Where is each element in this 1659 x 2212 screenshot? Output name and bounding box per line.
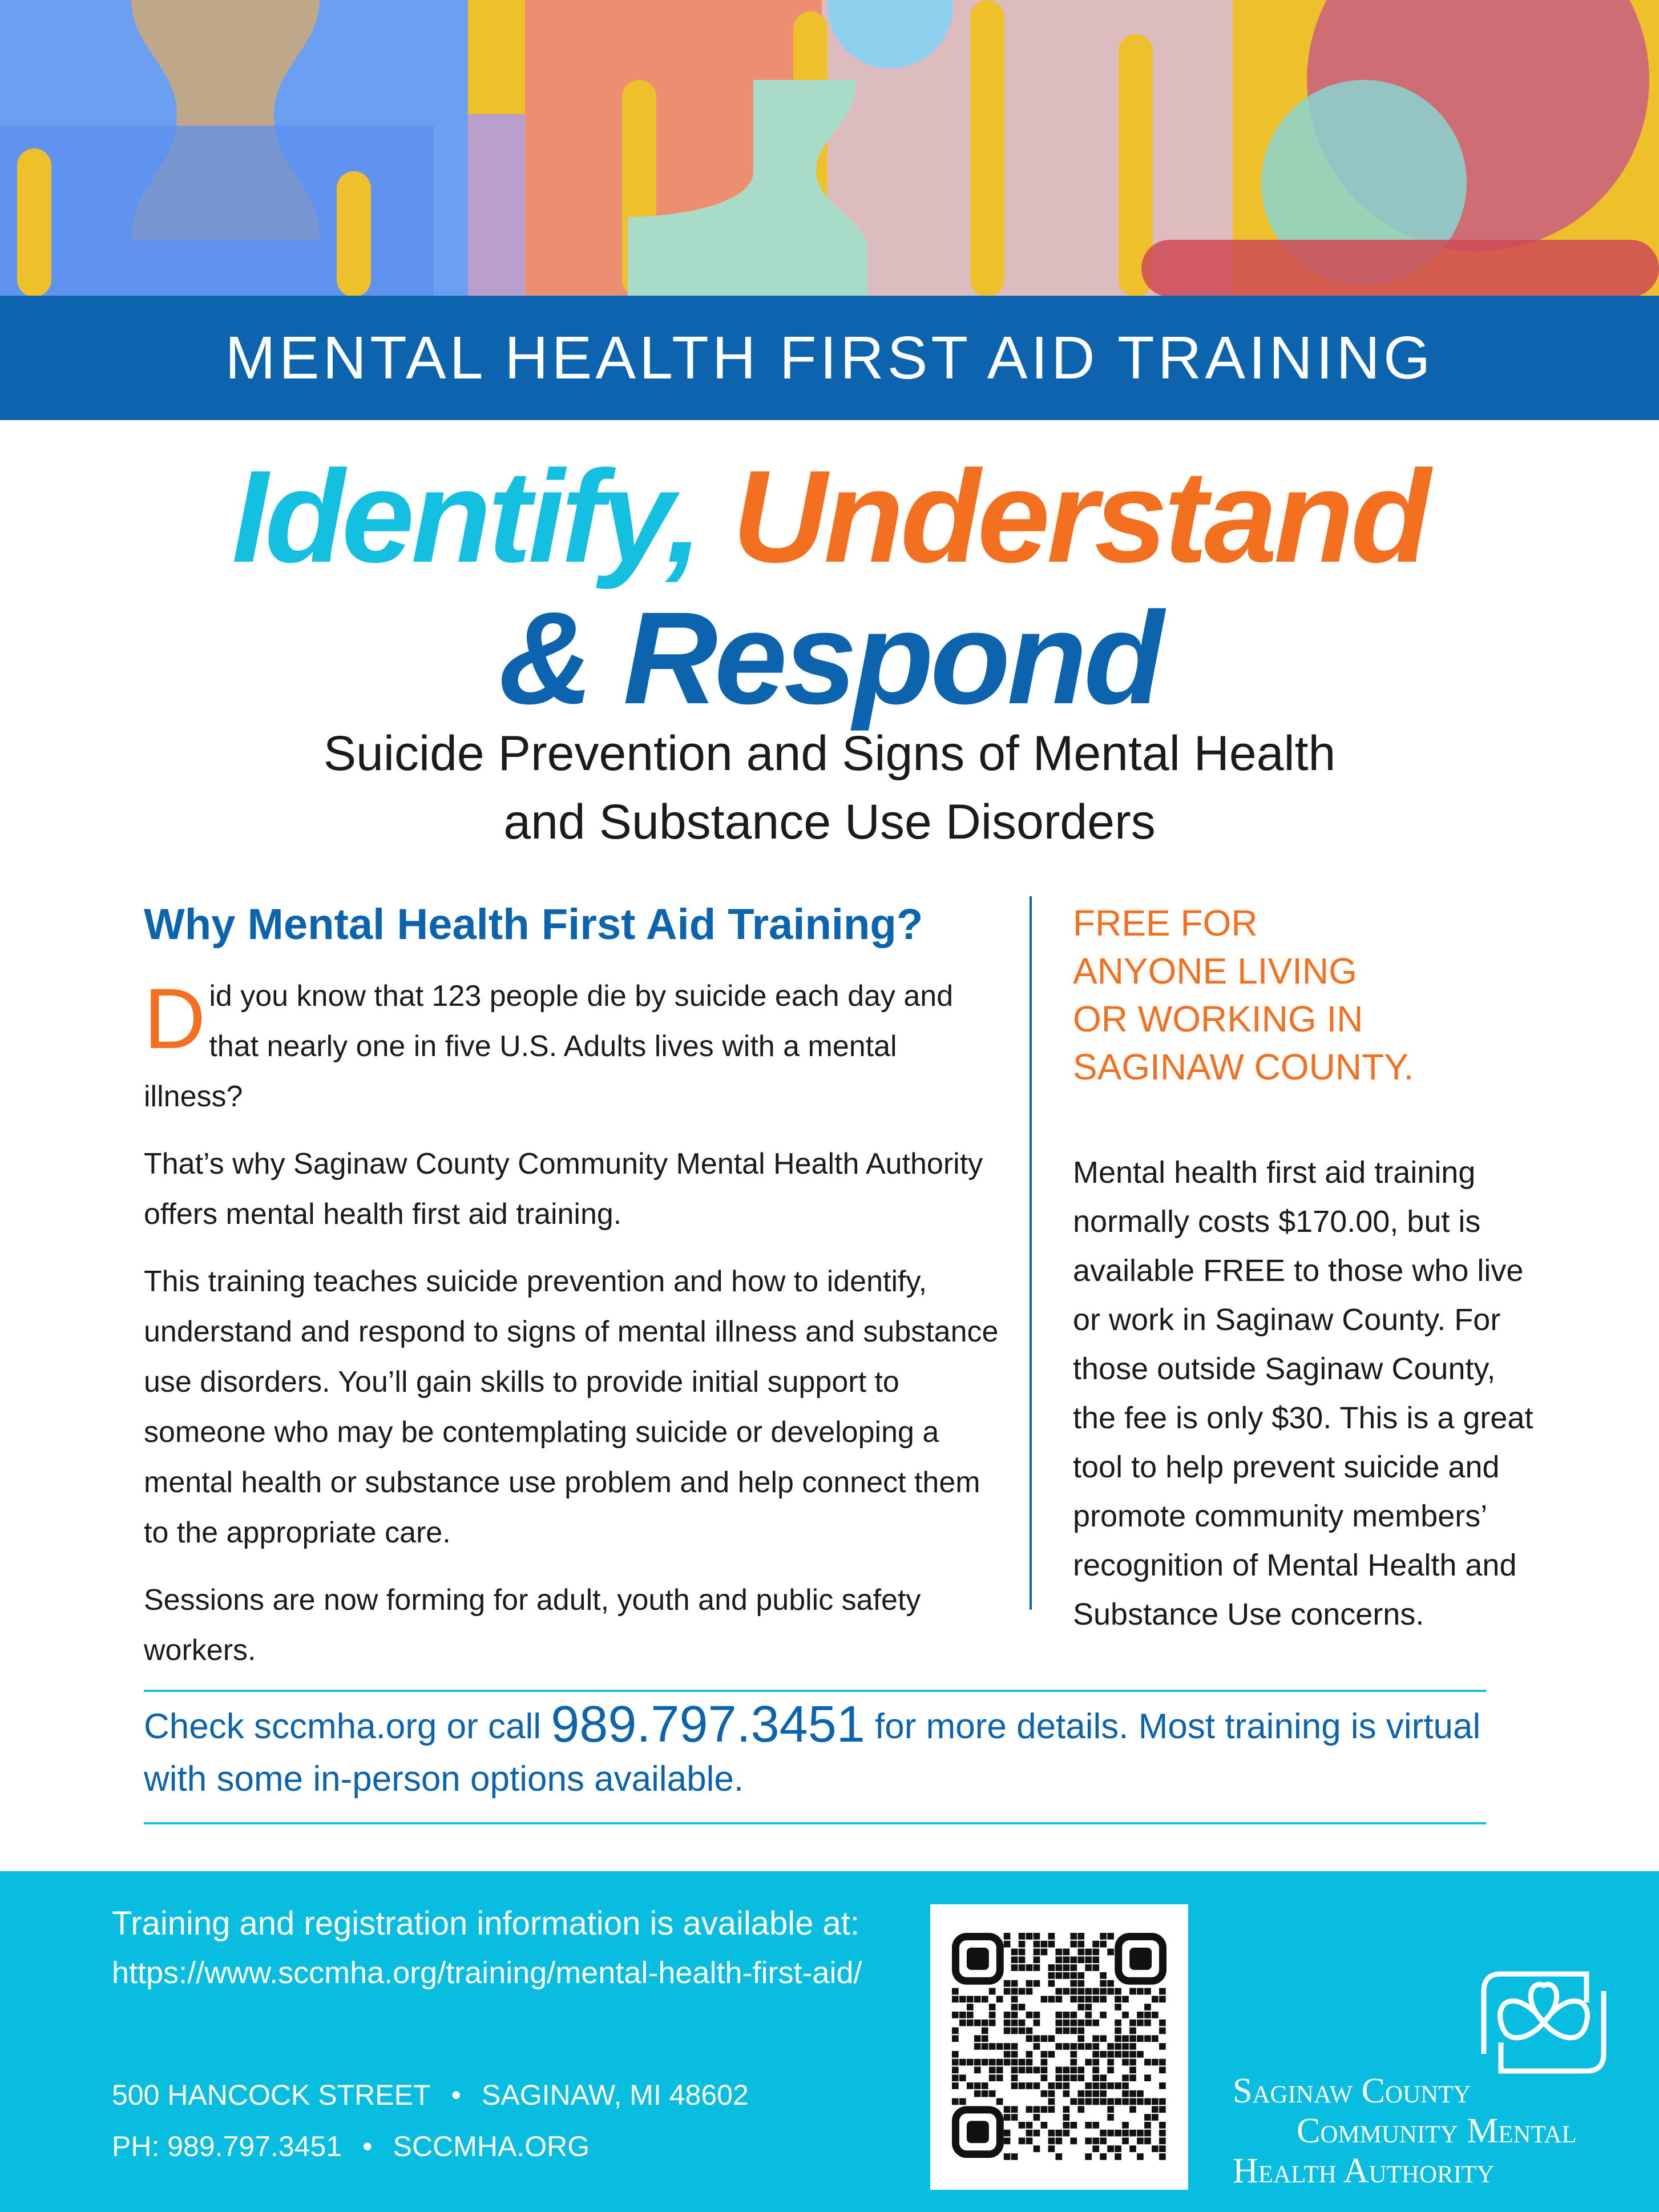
subtitle-line-1: Suicide Prevention and Signs of Mental Health	[323, 726, 1336, 781]
drop-cap: D	[144, 970, 206, 1066]
subtitle	[0, 719, 1659, 856]
banner-title: MENTAL HEALTH FIRST AID TRAINING	[225, 324, 1434, 392]
why-heading: Why Mental Health First Aid Training?	[144, 900, 923, 949]
free-heading-line: ANYONE LIVING	[1073, 950, 1357, 992]
bullet-separator: •	[362, 2130, 373, 2162]
contact-rule-bottom	[144, 1822, 1486, 1824]
footer	[0, 1871, 1659, 2212]
contact-rule-top	[144, 1690, 1486, 1692]
bullet-separator: •	[451, 2079, 461, 2111]
free-heading-line: SAGINAW COUNTY.	[1073, 1046, 1414, 1087]
registration-link[interactable]: https://www.sccmha.org/training/mental-health-first-aid/	[112, 1956, 862, 1990]
qr-card	[930, 1904, 1188, 2190]
sccmha-logo-icon	[1467, 1968, 1609, 2077]
left-column	[144, 893, 1000, 1693]
title-banner	[0, 296, 1659, 420]
headline-understand: Understand	[732, 443, 1427, 590]
logo-line-1: Saginaw County	[1233, 2072, 1471, 2110]
intro-text: id you know that 123 people die by suicide each day and that nearly one in five U.S. Adults lives with a mental illness?	[144, 980, 954, 1113]
footer-website[interactable]: SCCMHA.ORG	[393, 2130, 590, 2162]
logo-line-2: Community Mental	[1297, 2112, 1577, 2150]
sccmha-logo	[1233, 1968, 1632, 2197]
registration-heading: Training and registration information is available at:	[112, 1905, 859, 1942]
footer-phone[interactable]: PH: 989.797.3451	[112, 2130, 342, 2162]
headline-respond: & Respond	[498, 585, 1161, 731]
contact-pre: Check sccmha.org or call	[144, 1707, 551, 1746]
headline	[0, 443, 1659, 731]
logo-wordmark	[1233, 2071, 1577, 2191]
right-column	[1073, 899, 1541, 1639]
column-divider	[1030, 896, 1032, 1610]
contact-post: for more details. Most training is virtual with some in-person options available.	[144, 1707, 1481, 1799]
free-heading-line: FREE FOR	[1073, 902, 1258, 944]
cost-paragraph: Mental health first aid training normally costs $170.00, but is available FREE to those who live or work in Saginaw County. For those outside Saginaw County, the fee is only $30. This is a great tool to help prevent suicide and promote community members’ recognition of Mental Health and Substance Use concerns.	[1073, 1155, 1533, 1631]
header-artwork	[0, 0, 1659, 297]
phone-line	[112, 2124, 590, 2169]
logo-line-3: Health Authority	[1233, 2151, 1495, 2190]
headline-identify: Identify,	[232, 443, 700, 590]
intro-paragraph	[144, 971, 1000, 1122]
authority-paragraph: That’s why Saginaw County Community Mental Health Authority offers mental health first aid training.	[144, 1147, 983, 1231]
subtitle-line-2: and Substance Use Disorders	[503, 795, 1156, 849]
contact-phone[interactable]: 989.797.3451	[551, 1696, 865, 1753]
city-address: SAGINAW, MI 48602	[482, 2079, 749, 2111]
street-address: 500 HANCOCK STREET	[112, 2079, 431, 2111]
contact-line	[144, 1698, 1513, 1806]
qr-code-icon[interactable]	[952, 1933, 1166, 2161]
free-heading-line: OR WORKING IN	[1073, 998, 1363, 1039]
free-heading	[1073, 899, 1541, 1091]
sessions-paragraph: Sessions are now forming for adult, youth and public safety workers.	[144, 1584, 921, 1667]
address-line	[112, 2072, 749, 2118]
training-paragraph: This training teaches suicide prevention and how to identify, understand and respond to signs of mental illness and substance use disorders. You’ll gain skills to provide initial support to someone who may be contemplating suicide or developing a mental health or substance use problem and help connect them to the appropriate care.	[144, 1265, 999, 1549]
